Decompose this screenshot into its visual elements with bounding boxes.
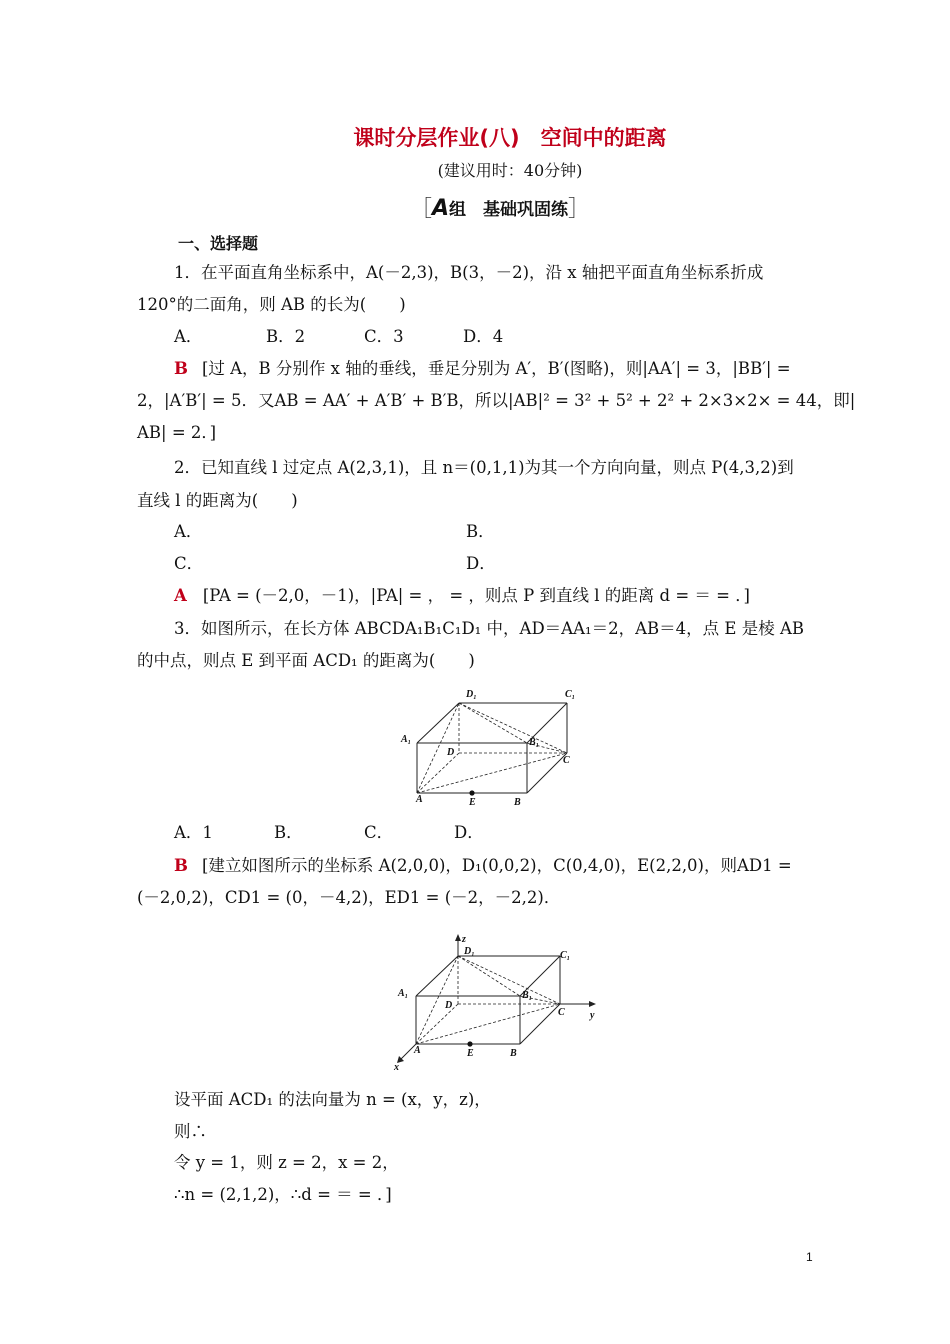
q1-option-b: B．2 bbox=[266, 327, 306, 346]
fig1-label-e: E bbox=[469, 797, 476, 808]
q3-exp1: [建立如图所示的坐标系 A(2,0,0)，D₁(0,0,2)，C(0,4,0)，E(2,2,0)，则AD1 = bbox=[201, 856, 792, 875]
q2-line1: 2．已知直线 l 过定点 A(2,3,1)，且 n＝(0,1,1)为其一个方向向量，则点 P(4,3,2)到 bbox=[174, 458, 794, 477]
fig2-label-z: z bbox=[462, 934, 466, 945]
q1-explanation-line2: 2，|A′B′| = 5．又AB = AA′ + A′B′ + B′B，所以|AB|² = 3² + 5² + 2² + 2×3×2× = 44，即| bbox=[137, 391, 856, 410]
q3-option-c: C． bbox=[364, 823, 394, 842]
fig2-label-c: C bbox=[558, 1007, 565, 1018]
q3-answer: B bbox=[174, 856, 188, 875]
q2-exp: [PA = (－2,0，－1)，|PA| = ， = ，则点 P 到直线 l 的距离 d = ＝ = ．] bbox=[202, 586, 750, 605]
q1-option-a: A． bbox=[174, 327, 203, 346]
bracket-open: ［ bbox=[409, 197, 432, 222]
section-heading: 一、选择题 bbox=[178, 234, 259, 253]
fig1-label-c1: C₁ bbox=[565, 689, 576, 700]
q1-explanation-line1 bbox=[174, 358, 791, 380]
fig2-label-d: D bbox=[445, 1000, 453, 1011]
fig2-label-d1: D₁ bbox=[464, 946, 475, 957]
fig2-label-c1: C₁ bbox=[560, 950, 571, 961]
q2-answer: A bbox=[174, 586, 187, 605]
fig1-label-b: B bbox=[514, 797, 521, 808]
fig1-label-d1: D₁ bbox=[466, 689, 477, 700]
q3-explanation-line2: (－2,0,2)，CD1 = (0，－4,2)，ED1 = (－2，－2,2)． bbox=[137, 888, 561, 907]
fig1-label-c: C bbox=[563, 755, 570, 766]
fig1-label-d: D bbox=[447, 747, 455, 758]
q1-explanation-line3: AB| = 2．] bbox=[137, 423, 217, 442]
fig1-label-a1: A₁ bbox=[401, 734, 412, 745]
figure-cuboid bbox=[395, 685, 595, 810]
q3-line2: 的中点，则点 E 到平面 ACD₁ 的距离为( ) bbox=[137, 651, 475, 670]
q2-line2: 直线 l 的距离为( ) bbox=[137, 491, 298, 510]
fig2-label-b1: B₁ bbox=[522, 990, 533, 1001]
q3-solution-line3: 令 y = 1，则 z = 2，x = 2， bbox=[174, 1153, 399, 1172]
q2-option-c: C． bbox=[174, 554, 204, 573]
q3-option-d: D． bbox=[454, 823, 484, 842]
suggested-time: (建议用时：40分钟) bbox=[437, 161, 583, 180]
fig2-label-x: x bbox=[394, 1062, 399, 1072]
group-heading bbox=[0, 192, 950, 223]
q1-exp1: [过 A，B 分别作 x 轴的垂线，垂足分别为 A′，B′(图略)，则|AA′| = 3，|BB′| = bbox=[201, 359, 791, 378]
q3-option-b: B． bbox=[274, 823, 303, 842]
q3-explanation-line1 bbox=[174, 855, 792, 877]
q3-solution-line4: ∴n = (2,1,2)，∴d = ＝ = ．] bbox=[174, 1185, 392, 1204]
page-number: 1 bbox=[806, 1250, 813, 1264]
q1-option-c: C．3 bbox=[364, 327, 404, 346]
q3-option-a: A．1 bbox=[174, 823, 213, 842]
q2-option-a: A． bbox=[174, 522, 203, 541]
q1-answer: B bbox=[174, 359, 188, 378]
fig1-label-b1: B₁ bbox=[529, 737, 540, 748]
fig2-label-b: B bbox=[510, 1048, 517, 1059]
q2-explanation bbox=[174, 585, 750, 607]
q3-solution-line1: 设平面 ACD₁ 的法向量为 n = (x，y，z)， bbox=[174, 1090, 491, 1109]
page-title: 课时分层作业(八) 空间中的距离 bbox=[353, 126, 667, 150]
q3-line1: 3．如图所示，在长方体 ABCDA₁B₁C₁D₁ 中，AD＝AA₁＝2，AB＝4，点 E 是棱 AB bbox=[174, 619, 804, 638]
fig1-label-a: A bbox=[416, 794, 423, 805]
figure-coordinate-cuboid bbox=[392, 932, 607, 1072]
fig2-label-e: E bbox=[467, 1048, 474, 1059]
q2-option-d: D． bbox=[466, 554, 496, 573]
q1-line1: 1．在平面直角坐标系中，A(－2,3)，B(3，－2)，沿 x 轴把平面直角坐标系折成 bbox=[174, 263, 764, 282]
q1-option-d: D．4 bbox=[463, 327, 504, 346]
fig2-label-a1: A₁ bbox=[398, 988, 409, 999]
fig2-label-y: y bbox=[590, 1010, 595, 1021]
bracket-close: ］ bbox=[568, 197, 591, 222]
q1-line2: 120°的二面角，则 AB 的长为( ) bbox=[137, 295, 406, 314]
q2-option-b: B． bbox=[466, 522, 495, 541]
group-letter: A bbox=[431, 196, 450, 221]
q3-solution-line2: 则∴ bbox=[174, 1122, 207, 1141]
fig2-label-a: A bbox=[414, 1045, 421, 1056]
group-label: 组 基础巩固练 bbox=[449, 200, 569, 220]
